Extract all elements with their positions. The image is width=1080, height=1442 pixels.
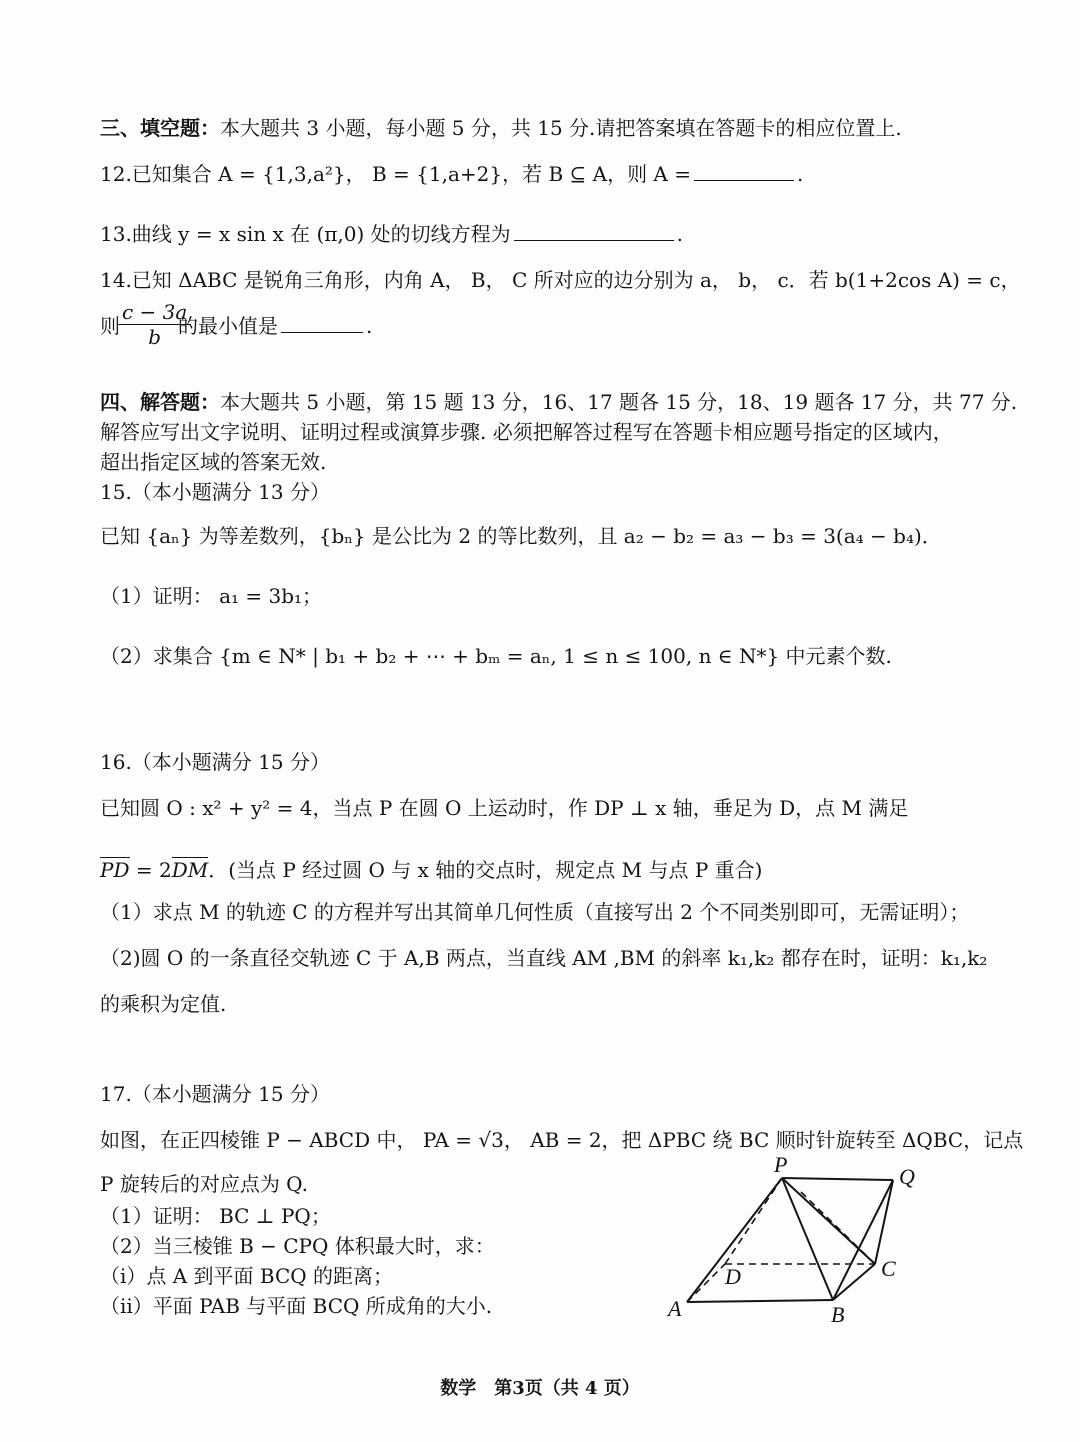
- q17-stem1: 如图，在正四棱锥 P − ABCD 中， PA = √3， AB = 2，把 ΔPBC 绕 BC 顺时针旋转至 ΔQBC，记点: [100, 1128, 1024, 1152]
- edge-pc-extra-dashed: [801, 1192, 875, 1264]
- q14-fraction-numerator: c − 3a: [118, 300, 191, 325]
- q16-stem2-line: [100, 856, 762, 884]
- edge-pb: [782, 1178, 833, 1300]
- section4-line3: 超出指定区域的答案无效.: [100, 450, 327, 474]
- label-d: D: [725, 1264, 741, 1289]
- q12-text: 12.已知集合 A = {1,3,a²}， B = {1,a+2}，若 B ⊆ A，则 A =: [100, 162, 691, 186]
- q16-vector-dm: DM: [171, 858, 209, 882]
- q17-part2ii: （ii）平面 PAB 与平面 BCQ 所成角的大小.: [100, 1294, 493, 1318]
- q12-answer-blank: [694, 160, 794, 181]
- q16-stem1: 已知圆 O : x² + y² = 4，当点 P 在圆 O 上运动时，作 DP ⊥ x 轴，垂足为 D，点 M 满足: [100, 796, 909, 820]
- section3-header: [100, 114, 902, 142]
- label-a: A: [668, 1296, 682, 1321]
- question-14-line2: [178, 312, 372, 340]
- q14-end: .: [366, 314, 373, 338]
- q17-part2: （2）当三棱锥 B − CPQ 体积最大时，求：: [100, 1234, 495, 1258]
- edge-pd-dashed: [725, 1178, 782, 1264]
- q15-part2: （2）求集合 {m ∈ N* | b₁ + b₂ + ⋯ + bₘ = aₙ, 1 ≤ n ≤ 100, n ∈ N*} 中元素个数.: [100, 644, 892, 668]
- q16-part2: （2)圆 O 的一条直径交轨迹 C 于 A,B 两点，当直线 AM ,BM 的斜率 k₁,k₂ 都存在时，证明：k₁,k₂: [100, 946, 988, 970]
- q16-stem2: ．(当点 P 经过圆 O 与 x 轴的交点时，规定点 M 与点 P 重合): [208, 858, 763, 882]
- q16-title: 16.（本小题满分 15 分）: [100, 750, 330, 774]
- section3-header-bold: 三、填空题：: [100, 116, 220, 140]
- q16-part1: （1）求点 M 的轨迹 C 的方程并写出其简单几何性质（直接写出 2 个不同类别即可，无需证明）；: [100, 900, 970, 924]
- page-footer: 数学 第3页（共 4 页）: [440, 1378, 640, 1399]
- q14-suffix: 的最小值是: [178, 314, 278, 338]
- edge-pq: [782, 1178, 893, 1180]
- q13-end: .: [676, 222, 684, 246]
- label-c: C: [881, 1256, 896, 1281]
- q17-part2i: （i）点 A 到平面 BCQ 的距离；: [100, 1264, 394, 1288]
- section4-line2: 解答应写出文字说明、证明过程或演算步骤. 必须把解答过程写在答题卡相应题号指定的区域内，: [100, 420, 953, 444]
- q17-stem2: P 旋转后的对应点为 Q.: [100, 1172, 308, 1196]
- section4-header: [100, 388, 1017, 416]
- pyramid-figure: [665, 1152, 965, 1332]
- edge-qb: [833, 1180, 893, 1300]
- q16-vector-eq: = 2: [129, 858, 172, 882]
- edge-ab: [687, 1300, 833, 1302]
- q14-fraction-denominator: b: [148, 325, 162, 349]
- edge-ad-dashed: [687, 1264, 725, 1302]
- section3-header-text: 本大题共 3 小题，每小题 5 分，共 15 分.请把答案填在答题卡的相应位置上.: [220, 116, 902, 140]
- section4-header-bold: 四、解答题：: [100, 390, 220, 414]
- question-12: [100, 160, 803, 188]
- section4-header-text: 本大题共 5 小题，第 15 题 13 分，16、17 题各 15 分，18、19 题各 17 分，共 77 分.: [220, 390, 1018, 414]
- q16-vector-pd: PD: [100, 858, 130, 882]
- q15-stem: 已知 {aₙ} 为等差数列，{bₙ} 是公比为 2 的等比数列，且 a₂ − b₂ = a₃ − b₃ = 3(a₄ − b₄)．: [100, 524, 942, 548]
- question-14-line1: [100, 266, 1021, 294]
- label-b: B: [831, 1302, 845, 1327]
- q15-title: 15.（本小题满分 13 分）: [100, 480, 330, 504]
- q15-part1: （1）证明： a₁ = 3b₁；: [100, 584, 323, 608]
- q16-part2b: 的乘积为定值.: [100, 992, 227, 1016]
- q12-end: .: [797, 162, 804, 186]
- q14-prefix: 则: [100, 314, 120, 338]
- edge-bc: [833, 1264, 875, 1300]
- q14-answer-blank: [281, 312, 363, 333]
- question-13: [100, 220, 683, 248]
- q17-title: 17.（本小题满分 15 分）: [100, 1082, 330, 1106]
- edge-qc: [875, 1180, 893, 1264]
- q17-part1: （1）证明： BC ⊥ PQ；: [100, 1204, 331, 1228]
- label-q: Q: [899, 1164, 915, 1189]
- label-p: P: [774, 1152, 788, 1177]
- q14-line1: 14.已知 ΔABC 是锐角三角形，内角 A， B， C 所对应的边分别为 a， b， c．若 b(1+2cos A) = c，: [100, 268, 1021, 292]
- q13-text: 13.曲线 y = x sin x 在 (π,0) 处的切线方程为: [100, 222, 511, 246]
- q13-answer-blank: [514, 220, 674, 241]
